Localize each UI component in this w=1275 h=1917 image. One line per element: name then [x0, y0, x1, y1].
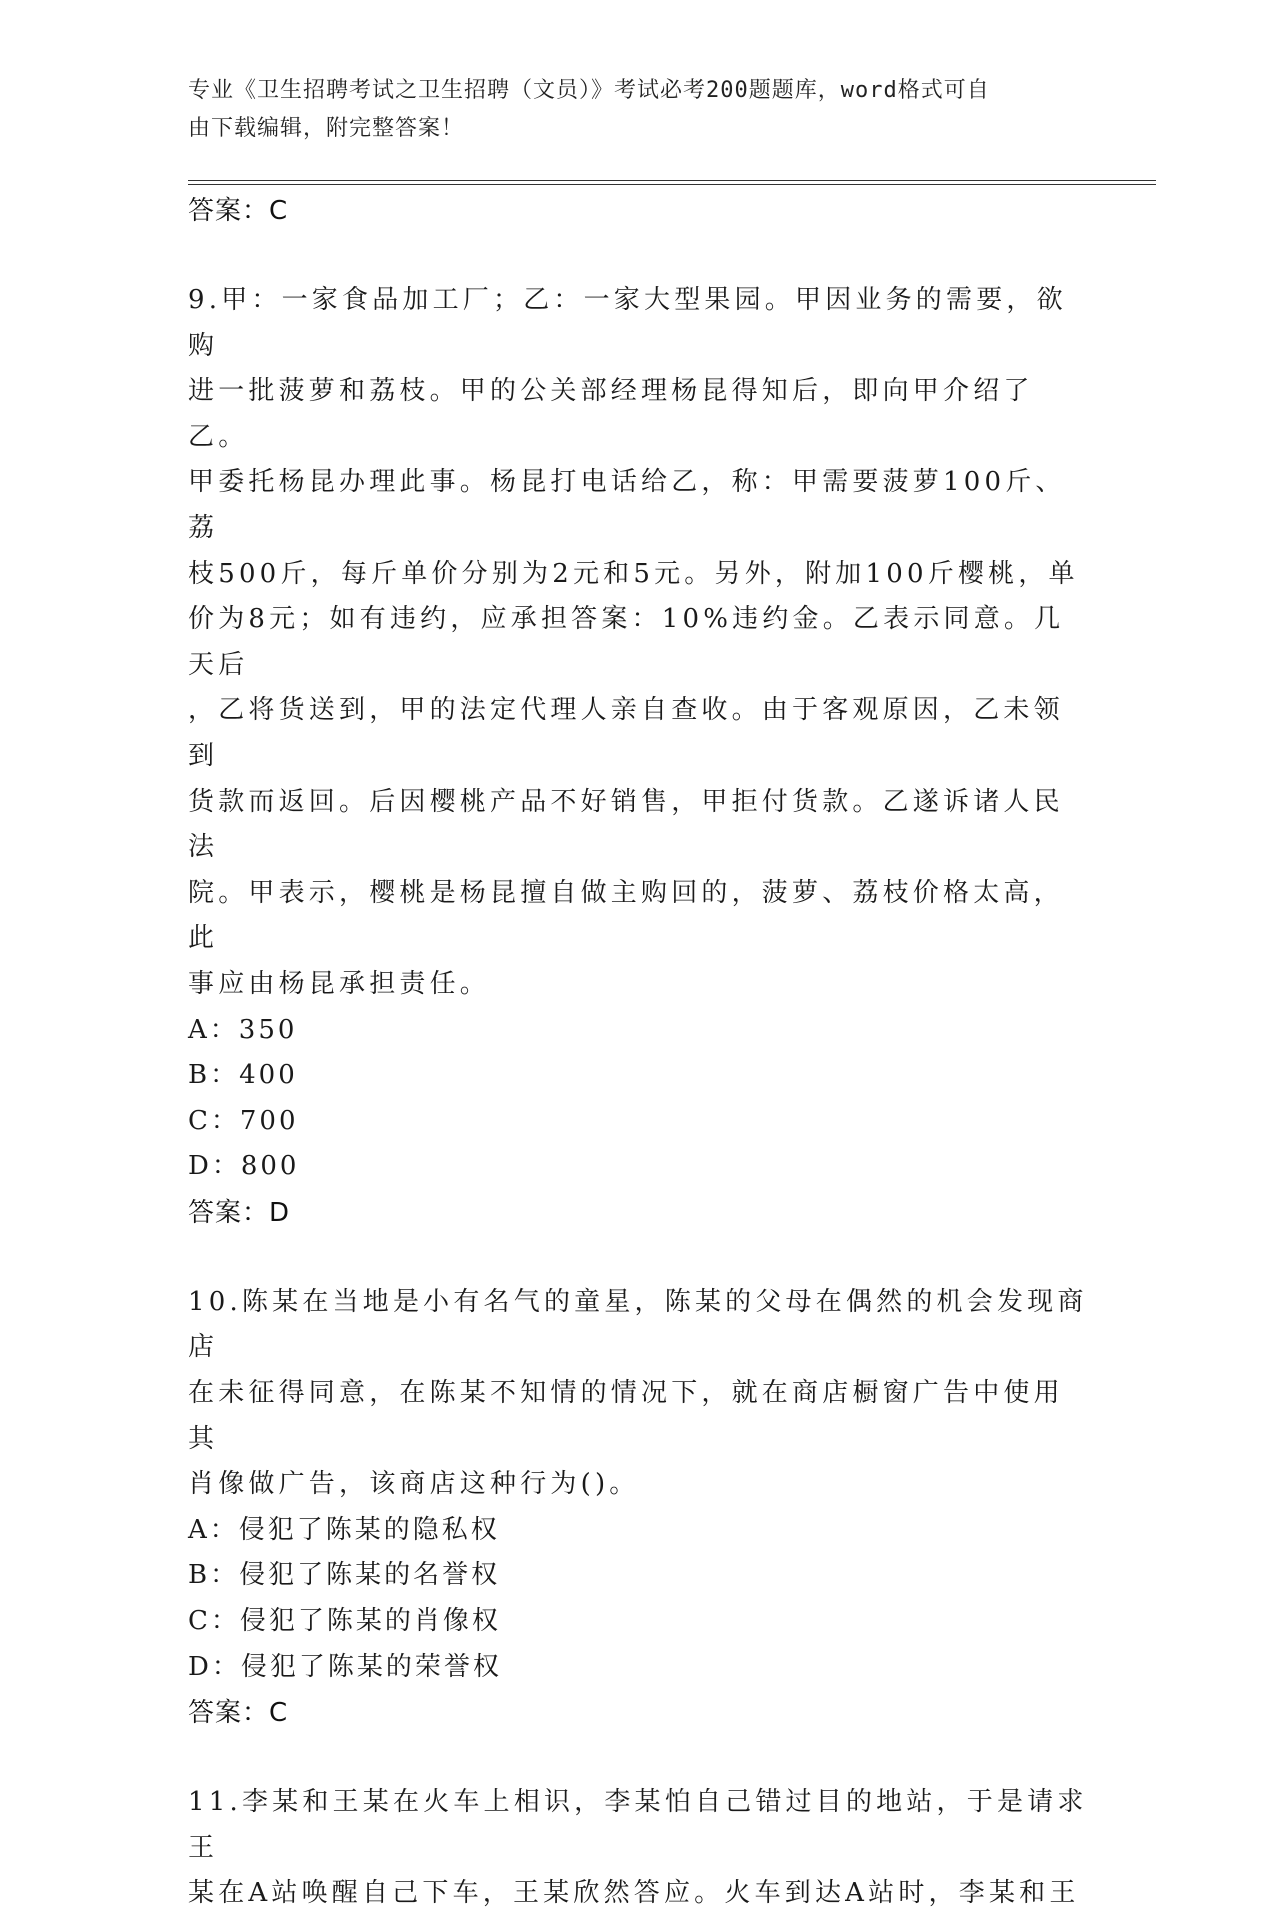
header-line-2: 由下载编辑，附完整答案！: [188, 116, 465, 141]
question-11-line: 11.李某和王某在火车上相识，李某怕自己错过目的地站，于是请求王: [188, 1787, 1088, 1863]
question-9-line: 货款而返回。后因樱桃产品不好销售，甲拒付货款。乙遂诉诸人民法: [188, 786, 1064, 863]
document-header: [188, 72, 1068, 148]
question-9-option-b: B：400: [188, 1060, 298, 1091]
question-9-line: 甲委托杨昆办理此事。杨昆打电话给乙，称：甲需要菠萝100斤、荔: [188, 467, 1066, 543]
spacer: [188, 1736, 1088, 1780]
question-9-answer: 答案：D: [188, 1197, 291, 1228]
question-9-line: 事应由杨昆承担责任。: [188, 968, 491, 999]
question-10-answer: 答案：C: [188, 1698, 289, 1729]
question-10-option-c: C：侵犯了陈某的肖像权: [188, 1606, 501, 1637]
question-9-option-a: A：350: [188, 1014, 298, 1045]
question-11-line: 某在A站唤醒自己下车，王某欣然答应。火车到达A站时，李某和王: [188, 1878, 1080, 1909]
header-rule-top: [188, 180, 1156, 181]
question-9-line: 9.甲：一家食品加工厂；乙：一家大型果园。甲因业务的需要，欲购: [188, 285, 1067, 361]
question-10-line: 10.陈某在当地是小有名气的童星，陈某的父母在偶然的机会发现商店: [188, 1286, 1088, 1363]
question-9-option-d: D：800: [188, 1151, 300, 1182]
question-10: [188, 1280, 1088, 1736]
document-body: [188, 188, 1088, 1917]
question-10-line: 肖像做广告，该商店这种行为()。: [188, 1469, 640, 1500]
question-10-line: 在未征得同意，在陈某不知情的情况下，就在商店橱窗广告中使用其: [188, 1378, 1064, 1454]
question-11: [188, 1780, 1088, 1917]
answer-previous: 答案：C: [188, 196, 289, 226]
spacer: [188, 1236, 1088, 1280]
question-10-option-d: D：侵犯了陈某的荣誉权: [188, 1651, 502, 1682]
question-9-line: ，乙将货送到，甲的法定代理人亲自查收。由于客观原因，乙未领到: [188, 695, 1064, 771]
question-9-line: 价为8元；如有违约，应承担答案：10%违约金。乙表示同意。几天后: [188, 604, 1065, 680]
question-9-line: 院。甲表示，樱桃是杨昆擅自做主购回的，菠萝、荔枝价格太高，此: [188, 877, 1064, 954]
question-9-option-c: C：700: [188, 1105, 299, 1136]
question-9: [188, 278, 1088, 1236]
header-rule-bottom: [188, 184, 1156, 185]
header-line-1: 专业《卫生招聘考试之卫生招聘（文员）》考试必考200题题库，word格式可自: [188, 78, 990, 103]
question-9-line: 枝500斤，每斤单价分别为2元和5元。另外，附加100斤樱桃，单: [188, 558, 1079, 589]
question-10-option-b: B：侵犯了陈某的名誉权: [188, 1560, 501, 1591]
question-9-line: 进一批菠萝和荔枝。甲的公关部经理杨昆得知后，即向甲介绍了乙。: [188, 376, 1034, 452]
spacer: [188, 234, 1088, 278]
question-10-option-a: A：侵犯了陈某的隐私权: [188, 1514, 500, 1545]
